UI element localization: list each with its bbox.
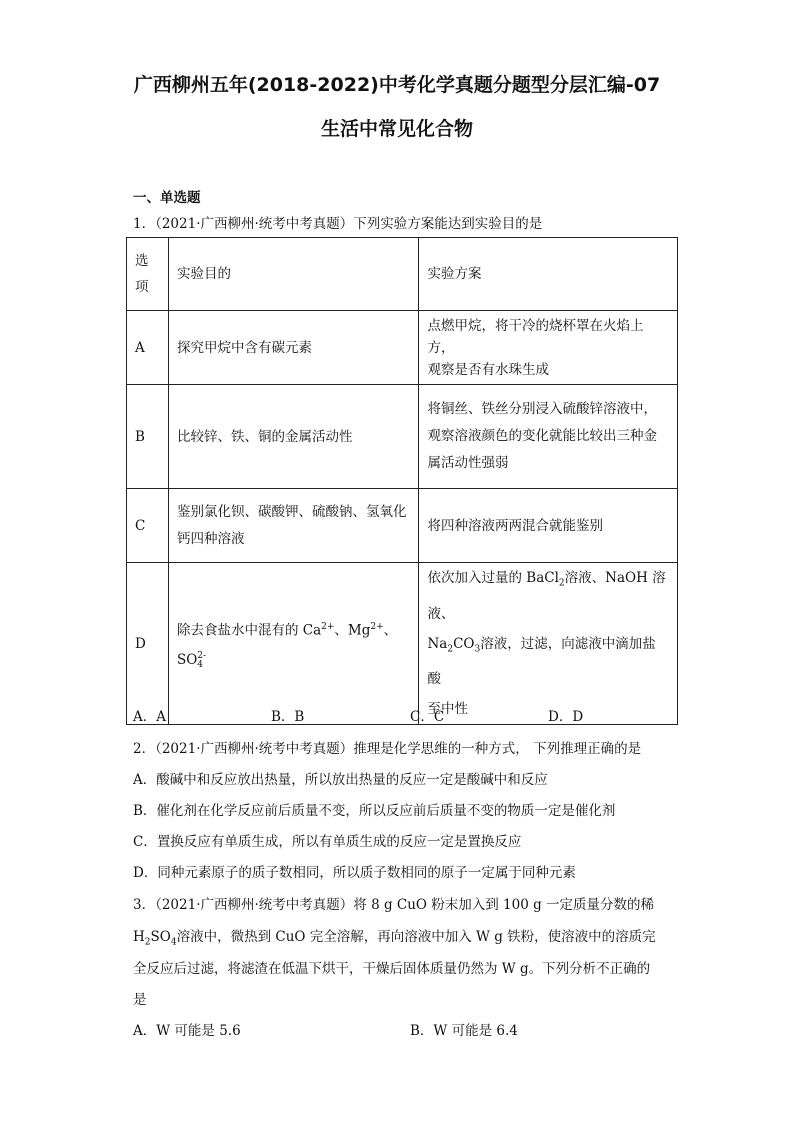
table-row — [127, 563, 678, 725]
q3-stem-line1: 3．（2021·广西柳州·统考中考真题）将 8 g CuO 粉末加入到 100 g 一定质量分数的稀 — [133, 897, 655, 913]
q1-choice-a[interactable]: A．A — [133, 709, 166, 725]
doc-title-line1: 广西柳州五年(2018-2022)中考化学真题分题型分层汇编-07 — [133, 74, 661, 96]
q3-option-a[interactable]: A．W 可能是 5.6 — [133, 1023, 241, 1039]
header-option: 选项 — [127, 238, 169, 311]
q1-stem: 1．（2021·广西柳州·统考中考真题）下列实验方案能达到实验目的是 — [133, 216, 543, 232]
q2-option-b[interactable]: B．催化剂在化学反应前后质量不变，所以反应前后质量不变的物质一定是催化剂 — [133, 803, 616, 819]
row-purpose: 除去食盐水中混有的 $Ca^{2+}$、$Mg^{2+}$、 SO 2- 4 — [168, 563, 419, 725]
header-purpose: 实验目的 — [168, 238, 419, 311]
q3-option-b[interactable]: B．W 可能是 6.4 — [410, 1023, 518, 1039]
row-purpose: 比较锌、铁、铜的金属活动性 — [168, 385, 419, 489]
row-purpose: 探究甲烷中含有碳元素 — [168, 311, 419, 385]
row-plan: 依次加入过量的 BaCl$_2$溶液、NaOH 溶液、 $Na_2CO_3$溶液，过滤，向滤液中滴加盐酸 至中性 — [419, 563, 678, 725]
section-heading: 一、单选题 — [133, 190, 201, 206]
q1-table — [126, 237, 678, 725]
q1-choice-b[interactable]: B．B — [271, 709, 305, 725]
row-option: C — [127, 489, 169, 563]
table-header-row — [127, 238, 678, 311]
q1-choice-d[interactable]: D．D — [548, 709, 584, 725]
q3-stem-line3: 全反应后过滤，将滤渣在低温下烘干，干燥后固体质量仍然为 W g。下列分析不正确的 — [133, 961, 651, 977]
row-plan: 将铜丝、铁丝分别浸入硫酸锌溶液中， 观察溶液颜色的变化就能比较出三种金 属活动性强弱 — [419, 385, 678, 489]
header-plan: 实验方案 — [419, 238, 678, 311]
row-option: D — [127, 563, 169, 725]
table-row — [127, 489, 678, 563]
q1-choice-c[interactable]: C．C — [410, 709, 445, 725]
row-option: A — [127, 311, 169, 385]
q2-option-d[interactable]: D．同种元素原子的质子数相同，所以质子数相同的原子一定属于同种元素 — [133, 865, 576, 881]
row-purpose: 鉴别氯化钡、碳酸钾、硫酸钠、氢氧化 钙四种溶液 — [168, 489, 419, 563]
q3-stem-line4: 是 — [133, 992, 147, 1008]
doc-title-line2: 生活中常见化合物 — [320, 118, 473, 140]
q3-stem-line2: $H_2SO_4$溶液中，微热到 CuO 完全溶解，再向溶液中加入 W g 铁粉，使溶液中的溶质完 — [133, 929, 656, 948]
q2-option-c[interactable]: C．置换反应有单质生成，所以有单质生成的反应一定是置换反应 — [133, 834, 522, 850]
q2-stem: 2．（2021·广西柳州·统考中考真题）推理是化学思维的一种方式， 下列推理正确的是 — [133, 741, 642, 757]
row-plan: 点燃甲烷，将干冷的烧杯罩在火焰上方， 观察是否有水珠生成 — [419, 311, 678, 385]
table-row — [127, 385, 678, 489]
q2-option-a[interactable]: A．酸碱中和反应放出热量，所以放出热量的反应一定是酸碱中和反应 — [133, 772, 548, 788]
row-plan: 将四种溶液两两混合就能鉴别 — [419, 489, 678, 563]
table-row — [127, 311, 678, 385]
row-option: B — [127, 385, 169, 489]
